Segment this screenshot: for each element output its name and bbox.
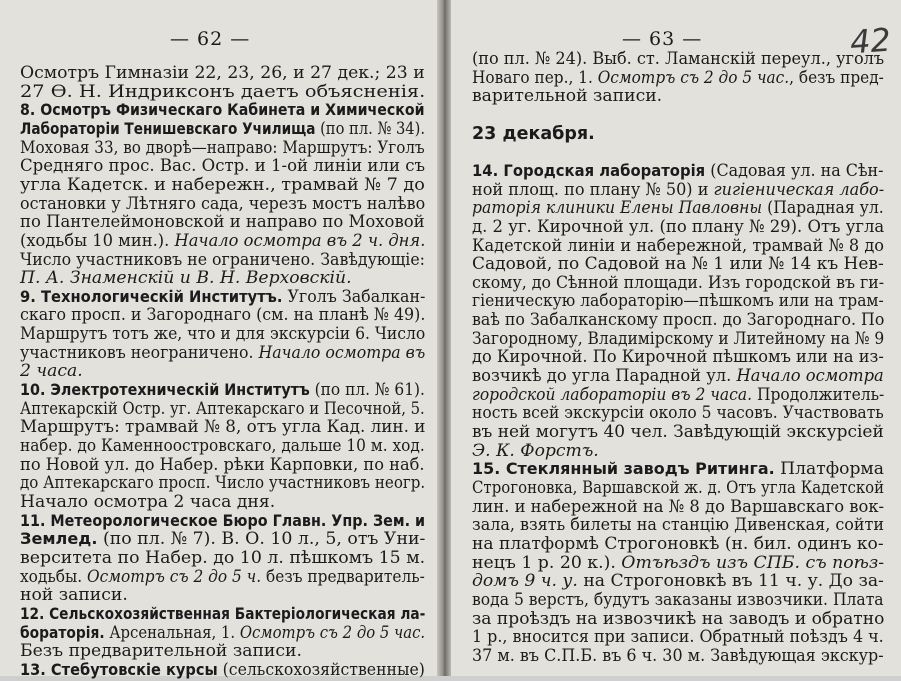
text-segment: Начало осмотра въ 2 ч. дня. [174, 230, 426, 251]
text-segment: лин. и набережной на № 8 до Варшавскаго вок- [472, 496, 885, 517]
text-segment: гіеническую лабораторію—пѣшкомъ или на трам- [472, 291, 884, 312]
text-segment: (ходьбы 10 мин.). [20, 230, 175, 251]
text-segment: до Аптекарскаго просп. Число участниковъ неогр. [20, 473, 426, 494]
text-segment: (по пл. № 7). В. О. 10 л., 5, отъ Уни- [97, 529, 426, 550]
text-segment: Начало осмотра [736, 366, 884, 387]
text-segment: городской лабораторіи въ 2 часа. [472, 384, 753, 405]
text-segment: (по пл. № 24). Выб. ст. Ламанскій переул., уголъ [472, 49, 885, 69]
text-segment: Осмотръ съ 2 до 5 час. [239, 622, 426, 643]
text-segment: ной записи. [20, 585, 128, 606]
text-segment: по Пантелеймоновской и направо по Моховой [20, 212, 425, 233]
text-segment: скаго просп. и Загороднаго (см. на планѣ № 49). [20, 305, 426, 326]
text-segment: за проѣздъ на извозчикѣ на заводъ и обратно [472, 608, 885, 629]
text-segment: варительной записи. [472, 86, 663, 107]
text-segment: 2 часа. [20, 361, 83, 382]
text-segment: Средняго прос. Вас. Остр. и 1-ой линіи или съ [20, 156, 425, 177]
text-segment: 8. Осмотръ Физическаго Кабинета и Химической [20, 100, 425, 120]
text-segment: Новаго пер., 1. [472, 67, 598, 88]
text-segment: 15. Стеклянный заводъ Ритинга. [472, 459, 775, 479]
text-segment: Маршрутъ: трамвай № 8, отъ угла Кад. лин. и [20, 417, 426, 438]
text-segment: 14. Городская лабораторія [472, 160, 706, 180]
text-segment: по Новой ул. до Набер. рѣки Карповки, по наб. [20, 454, 425, 475]
text-segment: бораторія. [20, 622, 105, 642]
text-segment: раторія клиники Елены Павловны [472, 198, 763, 219]
text-segment: 23 декабря. [472, 123, 595, 144]
text-segment: до Кирочной. По Кирочной пѣшкомъ или на из- [472, 347, 884, 368]
text-segment: Загородному, Владимірскому и Литейному на № 9 [472, 328, 885, 349]
text-segment: Безъ предварительной записи. [20, 641, 302, 662]
text-segment: Осмотръ съ 2 до 5 час. [597, 67, 790, 88]
text-segment: Число участниковъ не ограничено. Завѣдующіе: [20, 249, 425, 270]
text-segment: ность всей экскурсіи около 5 часовъ. Участвовать [472, 403, 884, 424]
text-line [472, 123, 595, 145]
text-segment: 10. Электротехническій Институтъ [20, 380, 310, 400]
text-segment: 1 р., вносится при записи. Обратный поѣздъ 4 ч. [472, 627, 884, 648]
text-segment: скому, до Сѣнной площади. Изъ городской въ ги- [472, 272, 885, 293]
page-number-62: — 62 — [170, 28, 251, 50]
text-segment: Уголъ Забалкан- [282, 286, 426, 307]
text-segment: угла Кадетск. и набережн., трамвай № 7 до [20, 174, 425, 195]
text-segment: 13. Стебутовскіе курсы [20, 659, 218, 679]
text-segment: ходьбы. [20, 566, 87, 587]
text-segment: 37 м. въ С.П.Б. въ 6 ч. 30 м. Завѣдующая экскур- [472, 645, 884, 666]
text-segment: возчикѣ до угла Парадной ул. [472, 366, 737, 387]
text-segment: набер. до Каменноостровскаго, дальше 10 м. ход. [20, 436, 425, 456]
text-segment: Э. К. Форстъ. [472, 440, 599, 461]
text-segment: въ ней могутъ 40 чел. Завѣдующій экскурсіей [472, 422, 884, 442]
text-segment: Осмотръ Гимназіи 22, 23, 26, и 27 дек.; 23 и [20, 63, 425, 83]
text-segment: (сельскохозяйственные) [217, 659, 425, 680]
right-page [472, 0, 888, 676]
text-segment: гигіеническая лабо- [713, 179, 885, 200]
text-segment: 11. Метеорологическое Бюро Главн. Упр. Зем. и [20, 510, 426, 530]
handwritten-page-mark: 42 [848, 20, 892, 62]
text-segment: ной площ. по плану № 50) и [472, 179, 714, 200]
text-segment: остановки у Лѣтняго сада, черезъ мостъ налѣво [20, 193, 426, 214]
text-segment: на Строгоновкѣ въ 11 ч. у. До за- [577, 571, 884, 592]
text-segment: Продолжитель- [752, 384, 885, 405]
text-segment: зала, взять билеты на станцію Дивенская, сойти [472, 515, 884, 536]
text-segment: Начало осмотра въ [258, 342, 426, 363]
text-segment: Лабораторіи Тенишевскаго Училища [20, 118, 316, 138]
text-segment: (по пл. № 61). [309, 380, 425, 401]
text-segment: Платформа [774, 459, 884, 480]
text-segment: д. 2 уг. Кирочной ул. (по плану № 29). Отъ угла [472, 216, 885, 237]
text-segment: нецъ 1 р. 20 к.). [472, 552, 622, 573]
text-segment: безъ предваритель- [261, 566, 425, 587]
text-segment: Осмотръ съ 2 до 5 ч. [86, 566, 262, 587]
text-segment: (по пл. № 34). [315, 118, 426, 139]
book-gutter [437, 0, 451, 676]
text-segment: Строгоновка, Варшавской ж. д. Отъ угла Кадетской [472, 477, 885, 498]
text-line [20, 659, 425, 681]
page-number-63: — 63 — [622, 28, 703, 50]
text-segment: Начало осмотра 2 часа дня. [20, 491, 276, 512]
text-segment: 9. Технологическій Институтъ. [20, 286, 283, 306]
text-segment: , безъ пред- [789, 67, 884, 88]
text-segment: Моховая 33, во дворѣ—направо: Маршрутъ: Уголъ [20, 137, 425, 158]
text-line [472, 645, 884, 667]
text-segment: Отъѣздъ изъ СПБ. съ поѣз- [621, 552, 885, 573]
text-segment: Садовой, по Садовой на № 1 или № 14 къ Нев- [472, 254, 884, 275]
text-segment: ваѣ по Забалканскому просп. до Загороднаго. По [472, 310, 885, 331]
text-segment: Землед. [20, 529, 98, 549]
text-segment: на платформѣ Строгоновкѣ (н. бил. одинъ ко- [472, 533, 884, 554]
text-line [472, 85, 662, 107]
text-segment: верситета по Набер. до 10 л. пѣшкомъ 15 м. [20, 547, 426, 568]
text-segment: домъ 9 ч. у. [472, 571, 578, 592]
text-segment: (Садовая ул. на Сѣн- [705, 160, 884, 181]
left-page [20, 0, 430, 680]
text-segment: Арсенальная, 1. [104, 622, 240, 643]
text-segment: Маршрутъ тотъ же, что и для экскурсіи 6. Число [20, 324, 426, 345]
text-segment: (Парадная ул. [762, 198, 884, 219]
text-segment: 12. Сельскохозяйственная Бактеріологическая ла- [20, 603, 426, 623]
text-segment: 27 Ѳ. Н. Индриксонъ даетъ объясненія. [20, 81, 426, 102]
text-segment: Кадетской линіи и набережной, трамвай № 8 до [472, 235, 885, 256]
text-segment: участниковъ неограничено. [20, 342, 259, 363]
text-segment: П. А. Знаменскій и В. Н. Верховскій. [20, 268, 352, 289]
text-segment: вода 5 верстъ, будутъ заказаны извозчики. Плата [472, 589, 884, 610]
text-segment: Аптекарскій Остр. уг. Аптекарскаго и Песочной, 5. [20, 398, 425, 419]
